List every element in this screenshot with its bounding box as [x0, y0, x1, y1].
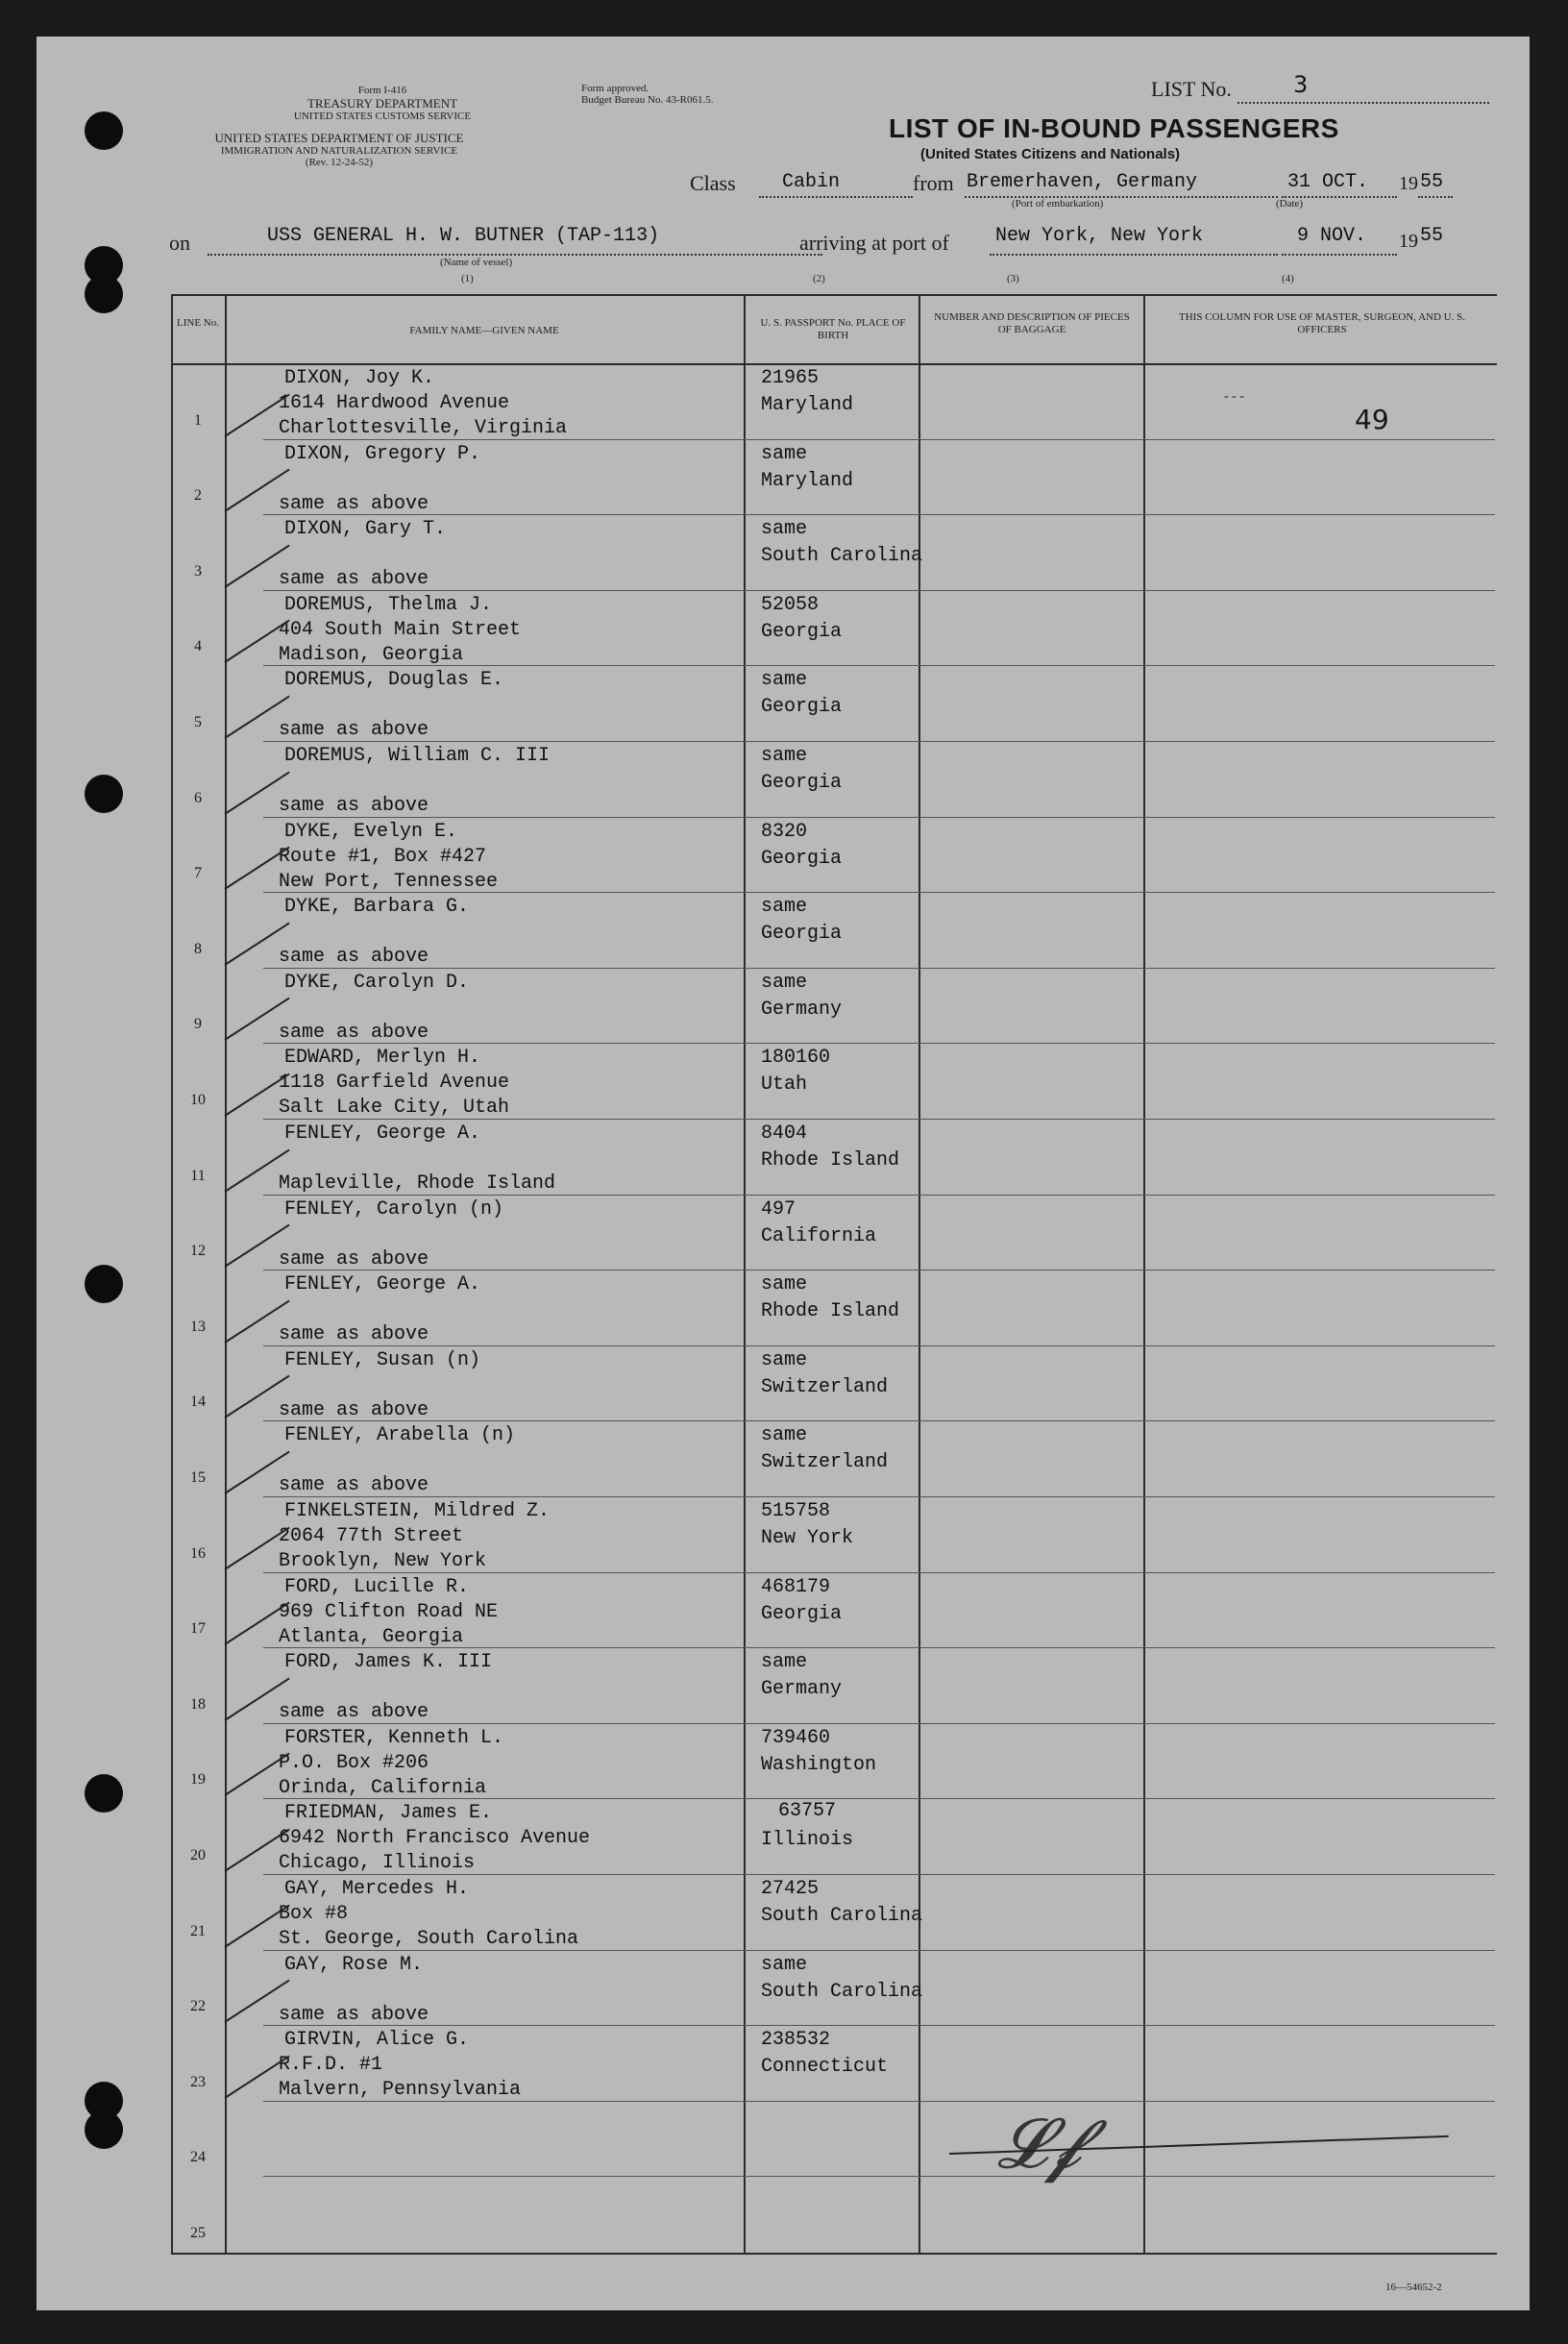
- column-caption-4: (4): [1282, 273, 1294, 284]
- passport-divider: [919, 294, 920, 2255]
- line-number: 21: [190, 1922, 206, 1939]
- arrival-port: New York, New York: [995, 225, 1204, 247]
- class-line: [759, 196, 913, 198]
- manifest-page: [37, 37, 1530, 2310]
- passport-number: 515758: [761, 1500, 831, 1522]
- passenger-name-line: FRIEDMAN, James E.: [284, 1802, 493, 1825]
- row-divider: [263, 817, 1495, 818]
- passenger-name-line: DOREMUS, Thelma J.: [284, 593, 493, 616]
- passenger-name-line: DYKE, Barbara G.: [284, 896, 470, 919]
- place-of-birth: Germany: [761, 998, 843, 1021]
- table-left-border: [171, 294, 173, 2255]
- place-of-birth: Utah: [761, 1073, 808, 1097]
- year-line: [1418, 196, 1453, 198]
- line-number: 16: [190, 1544, 206, 1562]
- row-divider: [263, 1647, 1495, 1648]
- line-number: 10: [190, 1092, 206, 1108]
- arrival-port-line: [990, 254, 1278, 256]
- place-of-birth: Georgia: [761, 847, 843, 870]
- line-number: 8: [194, 940, 202, 957]
- place-of-birth: Georgia: [761, 923, 843, 946]
- passenger-name-line: R.F.D. #1: [279, 2054, 383, 2077]
- passport-number: 8320: [761, 820, 808, 843]
- passenger-name-line: same as above: [279, 1247, 429, 1271]
- passenger-name-line: 969 Clifton Road NE: [279, 1600, 499, 1623]
- passport-number: same: [761, 1348, 808, 1371]
- line-number: 20: [190, 1847, 206, 1863]
- binder-hole: [85, 1774, 123, 1813]
- line-number: 12: [190, 1243, 206, 1260]
- passenger-name-line: Brooklyn, New York: [279, 1550, 487, 1572]
- place-of-birth: Georgia: [761, 696, 843, 719]
- line-number: 22: [190, 1998, 206, 2015]
- row-divider: [263, 1874, 1495, 1875]
- row-divider: [263, 590, 1495, 591]
- passport-number: same: [761, 518, 808, 541]
- row-divider: [263, 1798, 1495, 1799]
- passenger-name-line: New Port, Tennessee: [279, 870, 499, 893]
- passenger-name-line: DOREMUS, William C. III: [284, 745, 551, 767]
- passenger-name-line: FENLEY, Susan (n): [284, 1348, 481, 1371]
- embark-date-day: 31 OCT.: [1287, 171, 1369, 193]
- arrival-date-day: 9 NOV.: [1297, 225, 1367, 247]
- passport-number: same: [761, 971, 808, 994]
- document-subtitle: (United States Citizens and Nationals): [920, 146, 1181, 162]
- passenger-name-line: FENLEY, George A.: [284, 1123, 481, 1145]
- passenger-name-line: same as above: [279, 1701, 429, 1724]
- line-number: 15: [190, 1469, 206, 1486]
- passenger-name-line: Chicago, Illinois: [279, 1852, 476, 1875]
- row-divider: [263, 892, 1495, 893]
- table-bottom-border: [171, 2253, 1497, 2255]
- header-officers: THIS COLUMN FOR USE OF MASTER, SURGEON, AND U. S. OFFICERS: [1179, 311, 1465, 335]
- passenger-name-line: Mapleville, Rhode Island: [279, 1172, 556, 1195]
- passport-number: same: [761, 1953, 808, 1976]
- column-caption-2: (2): [813, 273, 825, 284]
- passport-number: 739460: [761, 1726, 831, 1749]
- arrival-year: 55: [1420, 225, 1444, 247]
- line-number: 2: [194, 487, 202, 505]
- passport-number: same: [761, 1424, 808, 1447]
- treasury-label: TREASURY DEPARTMENT: [306, 96, 458, 111]
- passenger-name-line: DYKE, Carolyn D.: [284, 971, 470, 994]
- vessel-caption: (Name of vessel): [440, 257, 513, 268]
- place-of-birth: California: [761, 1224, 877, 1247]
- vessel-name: USS GENERAL H. W. BUTNER (TAP-113): [267, 225, 660, 247]
- line-number: 24: [190, 2149, 206, 2166]
- line-number: 23: [190, 2073, 206, 2090]
- line-number: 19: [190, 1771, 206, 1789]
- column-caption-3: (3): [1007, 273, 1019, 284]
- signature: 𝓛𝓯: [997, 2103, 1083, 2184]
- line-number: 5: [194, 714, 202, 730]
- passport-number: same: [761, 442, 808, 465]
- passenger-name-line: same as above: [279, 2003, 429, 2026]
- line-number: 13: [190, 1318, 206, 1335]
- place-of-birth: Rhode Island: [761, 1300, 900, 1323]
- passenger-name-line: GIRVIN, Alice G.: [284, 2029, 470, 2052]
- line-number: 17: [190, 1620, 206, 1638]
- header-passport: U. S. PASSPORT No. PLACE OF BIRTH: [760, 317, 906, 341]
- passenger-name-line: FINKELSTEIN, Mildred Z.: [284, 1500, 551, 1522]
- passenger-name-line: FENLEY, George A.: [284, 1273, 481, 1296]
- name-divider: [744, 294, 746, 2255]
- officer-dashes: - - -: [1224, 389, 1244, 404]
- arrival-date-line: [1282, 254, 1397, 256]
- budget-label: Budget Bureau No. 43-R061.5.: [581, 94, 714, 106]
- place-of-birth: South Carolina: [761, 1980, 923, 2003]
- line-number: 3: [194, 562, 202, 580]
- passenger-name-line: FORD, Lucille R.: [284, 1575, 470, 1598]
- passenger-name-line: same as above: [279, 1398, 429, 1421]
- approved-label: Form approved.: [581, 83, 649, 94]
- place-of-birth: Maryland: [761, 394, 854, 416]
- passenger-name-line: Madison, Georgia: [279, 643, 464, 666]
- passport-number: 180160: [761, 1047, 831, 1070]
- passport-number: 52058: [761, 593, 820, 616]
- passenger-name-line: same as above: [279, 492, 429, 515]
- passenger-name-line: same as above: [279, 568, 429, 591]
- officer-mark: 49: [1355, 404, 1389, 435]
- form-number: Form I-416: [357, 85, 407, 96]
- passport-number: same: [761, 669, 808, 692]
- ins-label: IMMIGRATION AND NATURALIZATION SERVICE: [220, 145, 458, 157]
- row-divider: [263, 1572, 1495, 1573]
- line-number: 18: [190, 1695, 206, 1713]
- binder-hole: [85, 275, 123, 313]
- passport-number: 468179: [761, 1575, 831, 1598]
- row-divider: [263, 2101, 1495, 2102]
- row-divider: [263, 1496, 1495, 1497]
- place-of-birth: Rhode Island: [761, 1149, 900, 1172]
- passport-number: 8404: [761, 1123, 808, 1145]
- line-number: 14: [190, 1394, 206, 1411]
- port-of-embarkation: Bremerhaven, Germany: [967, 171, 1198, 193]
- row-divider: [263, 1043, 1495, 1044]
- passenger-name-line: Route #1, Box #427: [279, 845, 487, 868]
- passport-number: same: [761, 1651, 808, 1674]
- line-number: 1: [194, 411, 202, 429]
- line-number: 7: [194, 865, 202, 882]
- passport-number: 27425: [761, 1878, 820, 1900]
- passenger-name-line: DIXON, Gary T.: [284, 518, 447, 541]
- row-divider: [263, 741, 1495, 742]
- header-family-name: FAMILY NAME—GIVEN NAME: [409, 325, 559, 336]
- list-no-value: 3: [1293, 71, 1309, 98]
- place-of-birth: Switzerland: [761, 1451, 889, 1474]
- line-number: 11: [190, 1167, 206, 1184]
- row-divider: [263, 1345, 1495, 1346]
- line-number: 6: [194, 789, 202, 806]
- passenger-name-line: Atlanta, Georgia: [279, 1625, 464, 1648]
- passenger-name-line: 1614 Hardwood Avenue: [279, 392, 510, 414]
- passenger-name-line: EDWARD, Merlyn H.: [284, 1047, 481, 1070]
- column-caption-1: (1): [461, 273, 474, 284]
- date-caption: (Date): [1276, 198, 1304, 210]
- passenger-name-line: DIXON, Gregory P.: [284, 442, 481, 465]
- passport-number: same: [761, 745, 808, 767]
- row-divider: [263, 665, 1495, 666]
- arriving-label: arriving at port of: [799, 231, 949, 255]
- row-divider: [263, 1119, 1495, 1120]
- header-bottom-border: [171, 363, 1497, 365]
- passenger-name-line: DOREMUS, Douglas E.: [284, 669, 504, 692]
- passenger-name-line: 2064 77th Street: [279, 1525, 464, 1547]
- place-of-birth: Maryland: [761, 469, 854, 492]
- passenger-name-line: DIXON, Joy K.: [284, 367, 435, 389]
- embark-year: 55: [1420, 171, 1444, 193]
- on-label: on: [169, 231, 190, 255]
- table-top-border: [171, 294, 1497, 296]
- row-divider: [263, 1420, 1495, 1421]
- binder-hole: [85, 775, 123, 813]
- passenger-name-line: DYKE, Evelyn E.: [284, 820, 458, 843]
- header-baggage: NUMBER AND DESCRIPTION OF PIECES OF BAGGAGE: [934, 311, 1130, 335]
- passenger-name-line: same as above: [279, 946, 429, 969]
- row-divider: [263, 439, 1495, 440]
- passport-number: 21965: [761, 367, 820, 389]
- passenger-name-line: St. George, South Carolina: [279, 1928, 579, 1950]
- line-number: 25: [190, 2225, 206, 2241]
- passenger-name-line: Box #8: [279, 1903, 349, 1925]
- class-label: Class: [690, 171, 736, 195]
- passenger-name-line: P.O. Box #206: [279, 1751, 429, 1774]
- passenger-name-line: 6942 North Francisco Avenue: [279, 1827, 591, 1850]
- passenger-name-line: FENLEY, Arabella (n): [284, 1424, 516, 1447]
- passport-number: same: [761, 896, 808, 919]
- passenger-name-line: same as above: [279, 795, 429, 817]
- line-number: 9: [194, 1016, 202, 1033]
- place-of-birth: Georgia: [761, 620, 843, 643]
- passenger-name-line: same as above: [279, 1021, 429, 1044]
- binder-hole: [85, 2110, 123, 2149]
- row-divider: [263, 1270, 1495, 1271]
- place-of-birth: Connecticut: [761, 2056, 889, 2079]
- place-of-birth: Switzerland: [761, 1375, 889, 1398]
- passenger-name-line: Malvern, Pennsylvania: [279, 2079, 522, 2102]
- passenger-name-line: 404 South Main Street: [279, 618, 522, 641]
- passenger-name-line: FORD, James K. III: [284, 1651, 493, 1674]
- passenger-name-line: same as above: [279, 1474, 429, 1497]
- passenger-name-line: same as above: [279, 1323, 429, 1346]
- list-no-line: [1237, 102, 1489, 104]
- row-divider: [263, 1723, 1495, 1724]
- passport-number: 497: [761, 1197, 796, 1221]
- row-divider: [263, 514, 1495, 515]
- passenger-name-line: FORSTER, Kenneth L.: [284, 1726, 504, 1749]
- place-of-birth: South Carolina: [761, 1905, 923, 1927]
- header-line-no: LINE No.: [177, 317, 219, 329]
- row-divider: [263, 2176, 1495, 2177]
- line-no-divider: [225, 294, 227, 2255]
- from-label: from: [913, 171, 954, 195]
- row-divider: [263, 968, 1495, 969]
- row-divider: [263, 1950, 1495, 1951]
- embark-year-prefix: 19: [1399, 173, 1418, 194]
- line-number: 4: [194, 638, 202, 655]
- customs-label: UNITED STATES CUSTOMS SERVICE: [293, 111, 472, 122]
- passenger-name-line: FENLEY, Carolyn (n): [284, 1197, 504, 1221]
- row-divider: [263, 1195, 1495, 1196]
- passenger-name-line: Orinda, California: [279, 1776, 487, 1799]
- passport-number: same: [761, 1273, 808, 1296]
- place-of-birth: Germany: [761, 1678, 843, 1701]
- passenger-name-line: GAY, Rose M.: [284, 1953, 424, 1976]
- place-of-birth: New York: [761, 1527, 854, 1549]
- justice-label: UNITED STATES DEPARTMENT OF JUSTICE: [214, 131, 464, 145]
- port-caption: (Port of embarkation): [1012, 198, 1104, 210]
- document-title: LIST OF IN-BOUND PASSENGERS: [889, 113, 1339, 143]
- binder-hole: [85, 1265, 123, 1303]
- place-of-birth: Georgia: [761, 772, 843, 794]
- vessel-line: [208, 254, 822, 256]
- passenger-name-line: same as above: [279, 719, 429, 742]
- arrival-year-prefix: 19: [1399, 231, 1418, 252]
- passenger-name-line: 1118 Garfield Avenue: [279, 1072, 510, 1095]
- rev-label: (Rev. 12-24-52): [305, 157, 374, 168]
- footer-code: 16—54652-2: [1385, 2282, 1442, 2293]
- place-of-birth: Georgia: [761, 1602, 843, 1625]
- place-of-birth: South Carolina: [761, 545, 923, 568]
- place-of-birth: Illinois: [761, 1829, 854, 1852]
- list-no-label: LIST No.: [1151, 77, 1232, 101]
- passenger-name-line: Charlottesville, Virginia: [279, 417, 568, 439]
- row-divider: [263, 2025, 1495, 2026]
- class-value: Cabin: [782, 171, 841, 193]
- passport-number: 63757: [778, 1800, 837, 1823]
- passenger-name-line: GAY, Mercedes H.: [284, 1878, 470, 1900]
- baggage-divider: [1143, 294, 1145, 2255]
- place-of-birth: Washington: [761, 1753, 877, 1776]
- passport-number: 238532: [761, 2029, 831, 2052]
- binder-hole: [85, 111, 123, 150]
- passenger-name-line: Salt Lake City, Utah: [279, 1097, 510, 1120]
